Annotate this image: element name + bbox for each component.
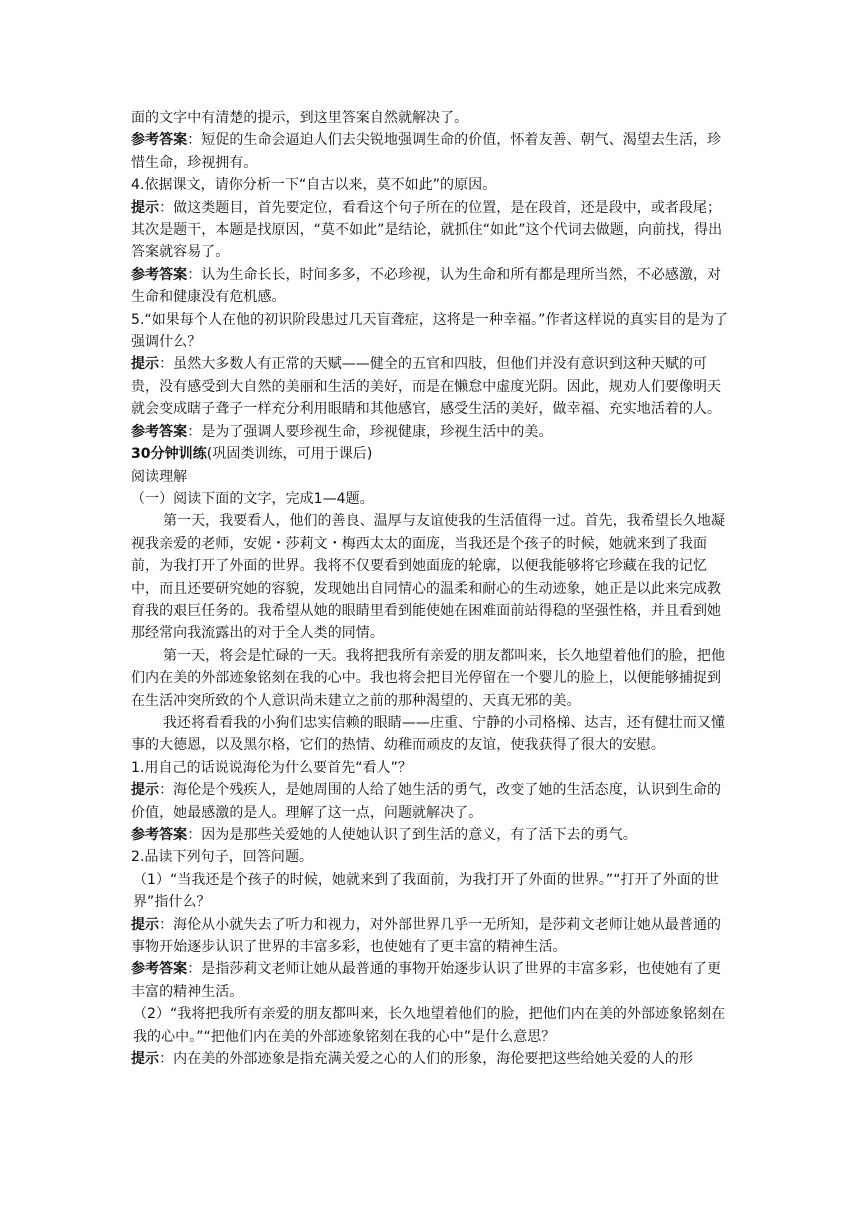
hint-label: 提示 — [131, 916, 160, 933]
hint-label: 提示 — [131, 356, 160, 373]
sub-question-2: （2）“我将把我所有亲爱的朋友都叫来，长久地望着他们的脸，把他们内在美的外部迹象铭刻在我的心中。”“把他们内在美的外部迹象铭刻在我的心中”是什么意思？ — [133, 1006, 726, 1045]
reading-instructions: （一）阅读下面的文字，完成1—4题。 — [131, 490, 374, 507]
answer-paragraph: 参考答案：认为生命长长，时间多多，不必珍视，认为生命和所有都是理所当然，不必感激，对生命和健康没有危机感。 — [131, 266, 722, 306]
paragraph: 面的文字中有清楚的提示，到这里答案自然就解决了。 — [131, 110, 469, 126]
hint-label: 提示 — [131, 1051, 160, 1068]
section-title: 30分钟训练 — [131, 446, 207, 463]
question-5: 5.“如果每个人在他的初识阶段患过几天盲聋症，这将是一种幸福。”作者这样说的真实目的是为了强调什么？ — [131, 311, 729, 351]
document-body — [131, 107, 731, 1070]
question-2: 2.品读下列句子，回答问题。 — [131, 849, 314, 866]
sub-question-1: （1）“当我还是个孩子的时候，她就来到了我面前，为我打开了外面的世界。”“打开了外面的世界”指什么？ — [133, 871, 719, 911]
hint-paragraph: 提示：做这类题目，首先要定位，看看这个句子所在的位置，是在段首，还是段中，或者段尾；其次是题干，本题是找原因，“莫不如此”是结论，就抓住“如此”这个代词去做题，向前找，得出答案就容易了。 — [131, 199, 723, 261]
answer-label: 参考答案 — [131, 961, 188, 978]
answer-label: 参考答案 — [131, 132, 188, 149]
answer-paragraph: 参考答案：因为是那些关爱她的人使她认识了到生活的意义，有了活下去的勇气。 — [131, 827, 637, 843]
passage-paragraph: 第一天，我要看人，他们的善良、温厚与友谊使我的生活值得一过。首先，我希望长久地凝视我亲爱的老师，安妮・莎莉文・梅西太太的面庞，当我还是个孩子的时候，她就来到了我面前，为我打开了外面的世界。我将不仅要看到她面庞的轮廓，以便我能够将它珍藏在我的记忆中，而且还要研究她的容貌，发现她出自同情心的温柔和耐心的生动迹象，她正是以此来完成教育我的艰巨任务的。我希望从她的眼睛里看到能使她在困难面前站得稳的坚强性格，并且看到她那经常向我流露出的对于全人类的同情。 — [131, 513, 725, 642]
answer-label: 参考答案 — [131, 423, 188, 440]
passage-paragraph: 第一天，将会是忙碌的一天。我将把我所有亲爱的朋友都叫来，长久地望着他们的脸，把他们内在美的外部迹象铭刻在我的心中。我也将会把目光停留在一个婴儿的脸上，以便能够捕捉到在生活冲突所致的个人意识尚未建立之前的那种渴望的、天真无邪的美。 — [131, 647, 725, 709]
subheading: 阅读理解 — [131, 468, 188, 485]
answer-paragraph: 参考答案：是指莎莉文老师让她从最普通的事物开始逐步认识了世界的丰富多彩，也使她有了更丰富的精神生活。 — [131, 961, 722, 1000]
hint-paragraph: 提示：海伦从小就失去了听力和视力，对外部世界几乎一无所知，是莎莉文老师让她从最普通的事物开始逐步认识了世界的丰富多彩，也使她有了更丰富的精神生活。 — [131, 916, 722, 956]
hint-label: 提示 — [131, 199, 160, 216]
answer-label: 参考答案 — [131, 266, 188, 283]
question-1: 1.用自己的话说说海伦为什么要首先“看人”？ — [131, 759, 412, 776]
passage-paragraph: 我还将看看我的小狗们忠实信赖的眼睛——庄重、宁静的小司格梯、达吉，还有健壮而又懂事的大德恩，以及黑尔格，它们的热情、幼稚而顽皮的友谊，使我获得了很大的安慰。 — [131, 714, 725, 754]
hint-paragraph: 提示：内在美的外部迹象是指充满关爱之心的人们的形象，海伦要把这些给她关爱的人的形 — [131, 1051, 694, 1068]
hint-label: 提示 — [131, 782, 160, 799]
hint-paragraph: 提示：虽然大多数人有正常的天赋——健全的五官和四肢，但他们并没有意识到这种天赋的可贵，没有感受到大自然的美丽和生活的美好，而是在懒怠中虚度光阴。因此，规劝人们要像明天就会变成瞎子聋子一样充分利用眼睛和其他感官，感受生活的美好，做幸福、充实地活着的人。 — [131, 356, 722, 418]
hint-paragraph: 提示：海伦是个残疾人，是她周围的人给了她生活的勇气，改变了她的生活态度，认识到生命的价值，她最感激的是人。理解了这一点，问题就解决了。 — [131, 782, 722, 821]
answer-paragraph: 参考答案：是为了强调人要珍视生命，珍视健康，珍视生活中的美。 — [131, 423, 553, 440]
question-4: 4.依据课文，请你分析一下“自古以来，莫不如此”的原因。 — [131, 177, 497, 194]
answer-paragraph: 参考答案：短促的生命会逼迫人们去尖锐地强调生命的价值，怀着友善、朝气、渴望去生活，珍惜生命，珍视拥有。 — [131, 132, 722, 171]
answer-label: 参考答案 — [131, 827, 188, 843]
section-heading: 30分钟训练(巩固类训练，可用于课后) — [131, 446, 373, 463]
